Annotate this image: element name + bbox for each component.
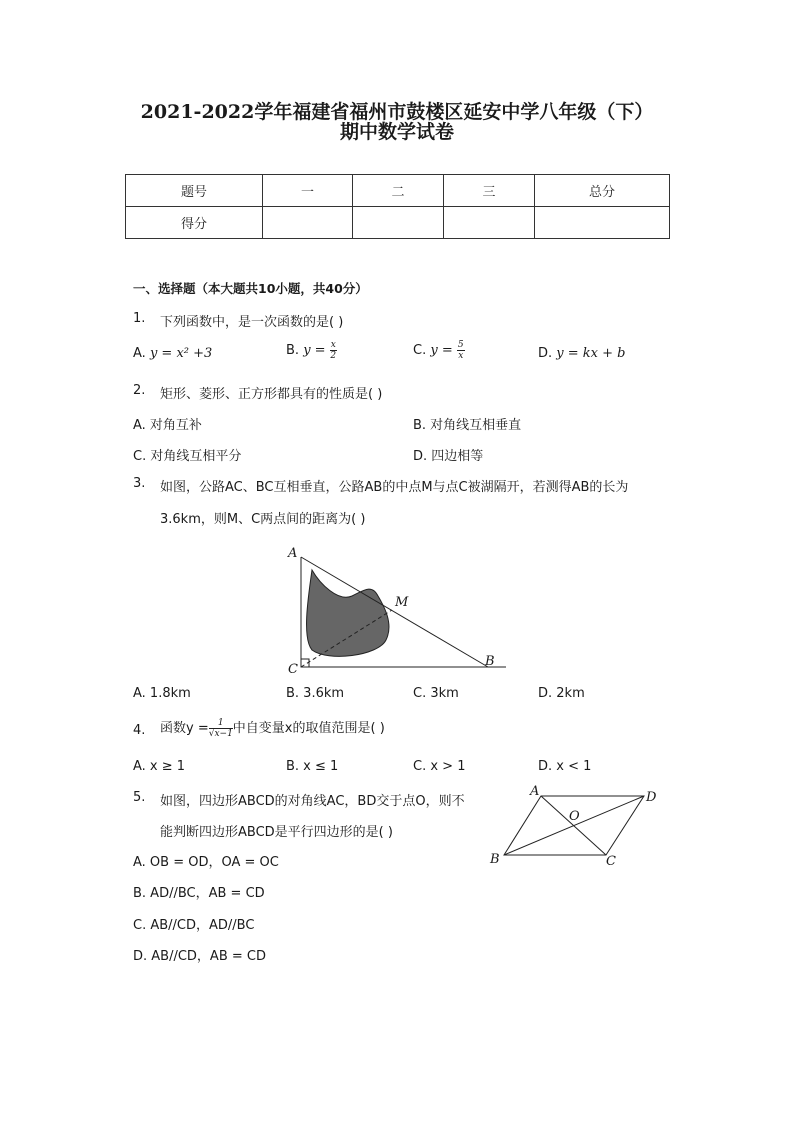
point-label-o: O	[569, 809, 580, 824]
option-c[interactable]: C. 3km	[413, 686, 459, 701]
option-label: D.	[538, 346, 553, 361]
exam-title-line1: 2021-2022学年福建省福州市鼓楼区延安中学八年级（下）	[140, 101, 654, 123]
option-c[interactable]	[413, 340, 465, 361]
option-formula: y = x² +3	[149, 346, 213, 361]
fraction	[330, 340, 337, 361]
score-row-label: 得分	[126, 207, 263, 239]
option-a[interactable]: A. 对角互补	[133, 418, 202, 433]
question-stem-line1: 如图，公路AC、BC互相垂直，公路AB的中点M与点C被湖隔开，若测得AB的长为	[160, 480, 629, 495]
option-label: A.	[133, 346, 146, 361]
score-header-cell: 三	[444, 175, 535, 207]
question-number: 4.	[133, 723, 146, 738]
option-formula: y =	[430, 343, 453, 358]
option-c[interactable]: C. 对角线互相平分	[133, 449, 242, 464]
point-label-c: C	[606, 854, 616, 869]
option-label: C.	[413, 343, 427, 358]
fraction-denominator: x	[458, 351, 464, 361]
option-d[interactable]: D. 2km	[538, 686, 585, 701]
question-number: 2.	[133, 383, 146, 398]
question-number: 5.	[133, 790, 146, 805]
point-label-m: M	[395, 595, 409, 610]
road-lake-figure	[280, 540, 520, 675]
score-cell[interactable]	[444, 207, 535, 239]
option-label: B.	[286, 343, 300, 358]
option-formula: y =	[303, 343, 326, 358]
point-label-b: B	[490, 852, 500, 867]
fraction-numerator: 1	[209, 718, 233, 729]
score-header-cell: 二	[353, 175, 444, 207]
section-heading: 一、选择题（本大题共10小题，共40分）	[133, 281, 368, 296]
option-b[interactable]	[286, 340, 337, 361]
point-label-c: C	[288, 662, 298, 675]
score-header-cell: 总分	[535, 175, 670, 207]
diagonal-bd	[504, 796, 644, 855]
point-label-a: A	[530, 784, 540, 799]
parallelogram-figure	[488, 783, 668, 873]
question-stem-line2: 能判断四边形ABCD是平行四边形的是( )	[160, 825, 393, 840]
option-d[interactable]: D. x < 1	[538, 759, 592, 774]
score-header-cell: 题号	[126, 175, 263, 207]
question-stem-line1: 如图，四边形ABCD的对角线AC，BD交于点O，则不	[160, 794, 465, 809]
option-a[interactable]: A. OB = OD，OA = OC	[133, 855, 279, 870]
option-a[interactable]: A. x ≥ 1	[133, 759, 186, 774]
option-b[interactable]: B. AD//BC，AB = CD	[133, 886, 265, 901]
question-stem	[160, 717, 385, 739]
option-b[interactable]: B. 对角线互相垂直	[413, 418, 522, 433]
fraction-denominator: √x−1	[208, 729, 233, 739]
option-b[interactable]: B. x ≤ 1	[286, 759, 339, 774]
question-number: 3.	[133, 476, 146, 491]
point-label-a: A	[288, 546, 298, 561]
question-number: 1.	[133, 311, 146, 326]
fraction-denominator: 2	[330, 351, 337, 361]
fraction-numerator: x	[330, 340, 336, 350]
question-stem-line2: 3.6km，则M、C两点间的距离为( )	[160, 512, 366, 527]
point-label-d: D	[646, 790, 657, 805]
score-header-cell: 一	[263, 175, 353, 207]
fraction	[457, 340, 465, 361]
exam-title-line2: 期中数学试卷	[339, 121, 454, 143]
fraction-numerator: 5	[457, 340, 464, 350]
point-label-b: B	[485, 654, 495, 669]
option-a[interactable]: A. 1.8km	[133, 686, 191, 701]
option-b[interactable]: B. 3.6km	[286, 686, 345, 701]
score-cell[interactable]	[535, 207, 670, 239]
lake-shape	[307, 570, 389, 656]
stem-suffix: 中自变量x的取值范围是( )	[232, 721, 385, 736]
score-table-score-row	[126, 207, 670, 239]
option-c[interactable]: C. AB//CD，AD//BC	[133, 918, 255, 933]
option-d[interactable]: D. AB//CD，AB = CD	[133, 949, 266, 964]
stem-prefix: 函数y =	[160, 721, 209, 736]
fraction	[209, 718, 233, 739]
option-formula: y = kx + b	[556, 346, 626, 361]
question-stem: 矩形、菱形、正方形都具有的性质是( )	[160, 387, 383, 402]
option-a[interactable]	[133, 346, 212, 361]
option-c[interactable]: C. x > 1	[413, 759, 466, 774]
score-table	[125, 174, 670, 239]
question-stem: 下列函数中，是一次函数的是( )	[160, 315, 344, 330]
score-cell[interactable]	[263, 207, 353, 239]
option-d[interactable]: D. 四边相等	[413, 449, 484, 464]
score-cell[interactable]	[353, 207, 444, 239]
option-d[interactable]	[538, 346, 626, 361]
score-table-header-row	[126, 175, 670, 207]
